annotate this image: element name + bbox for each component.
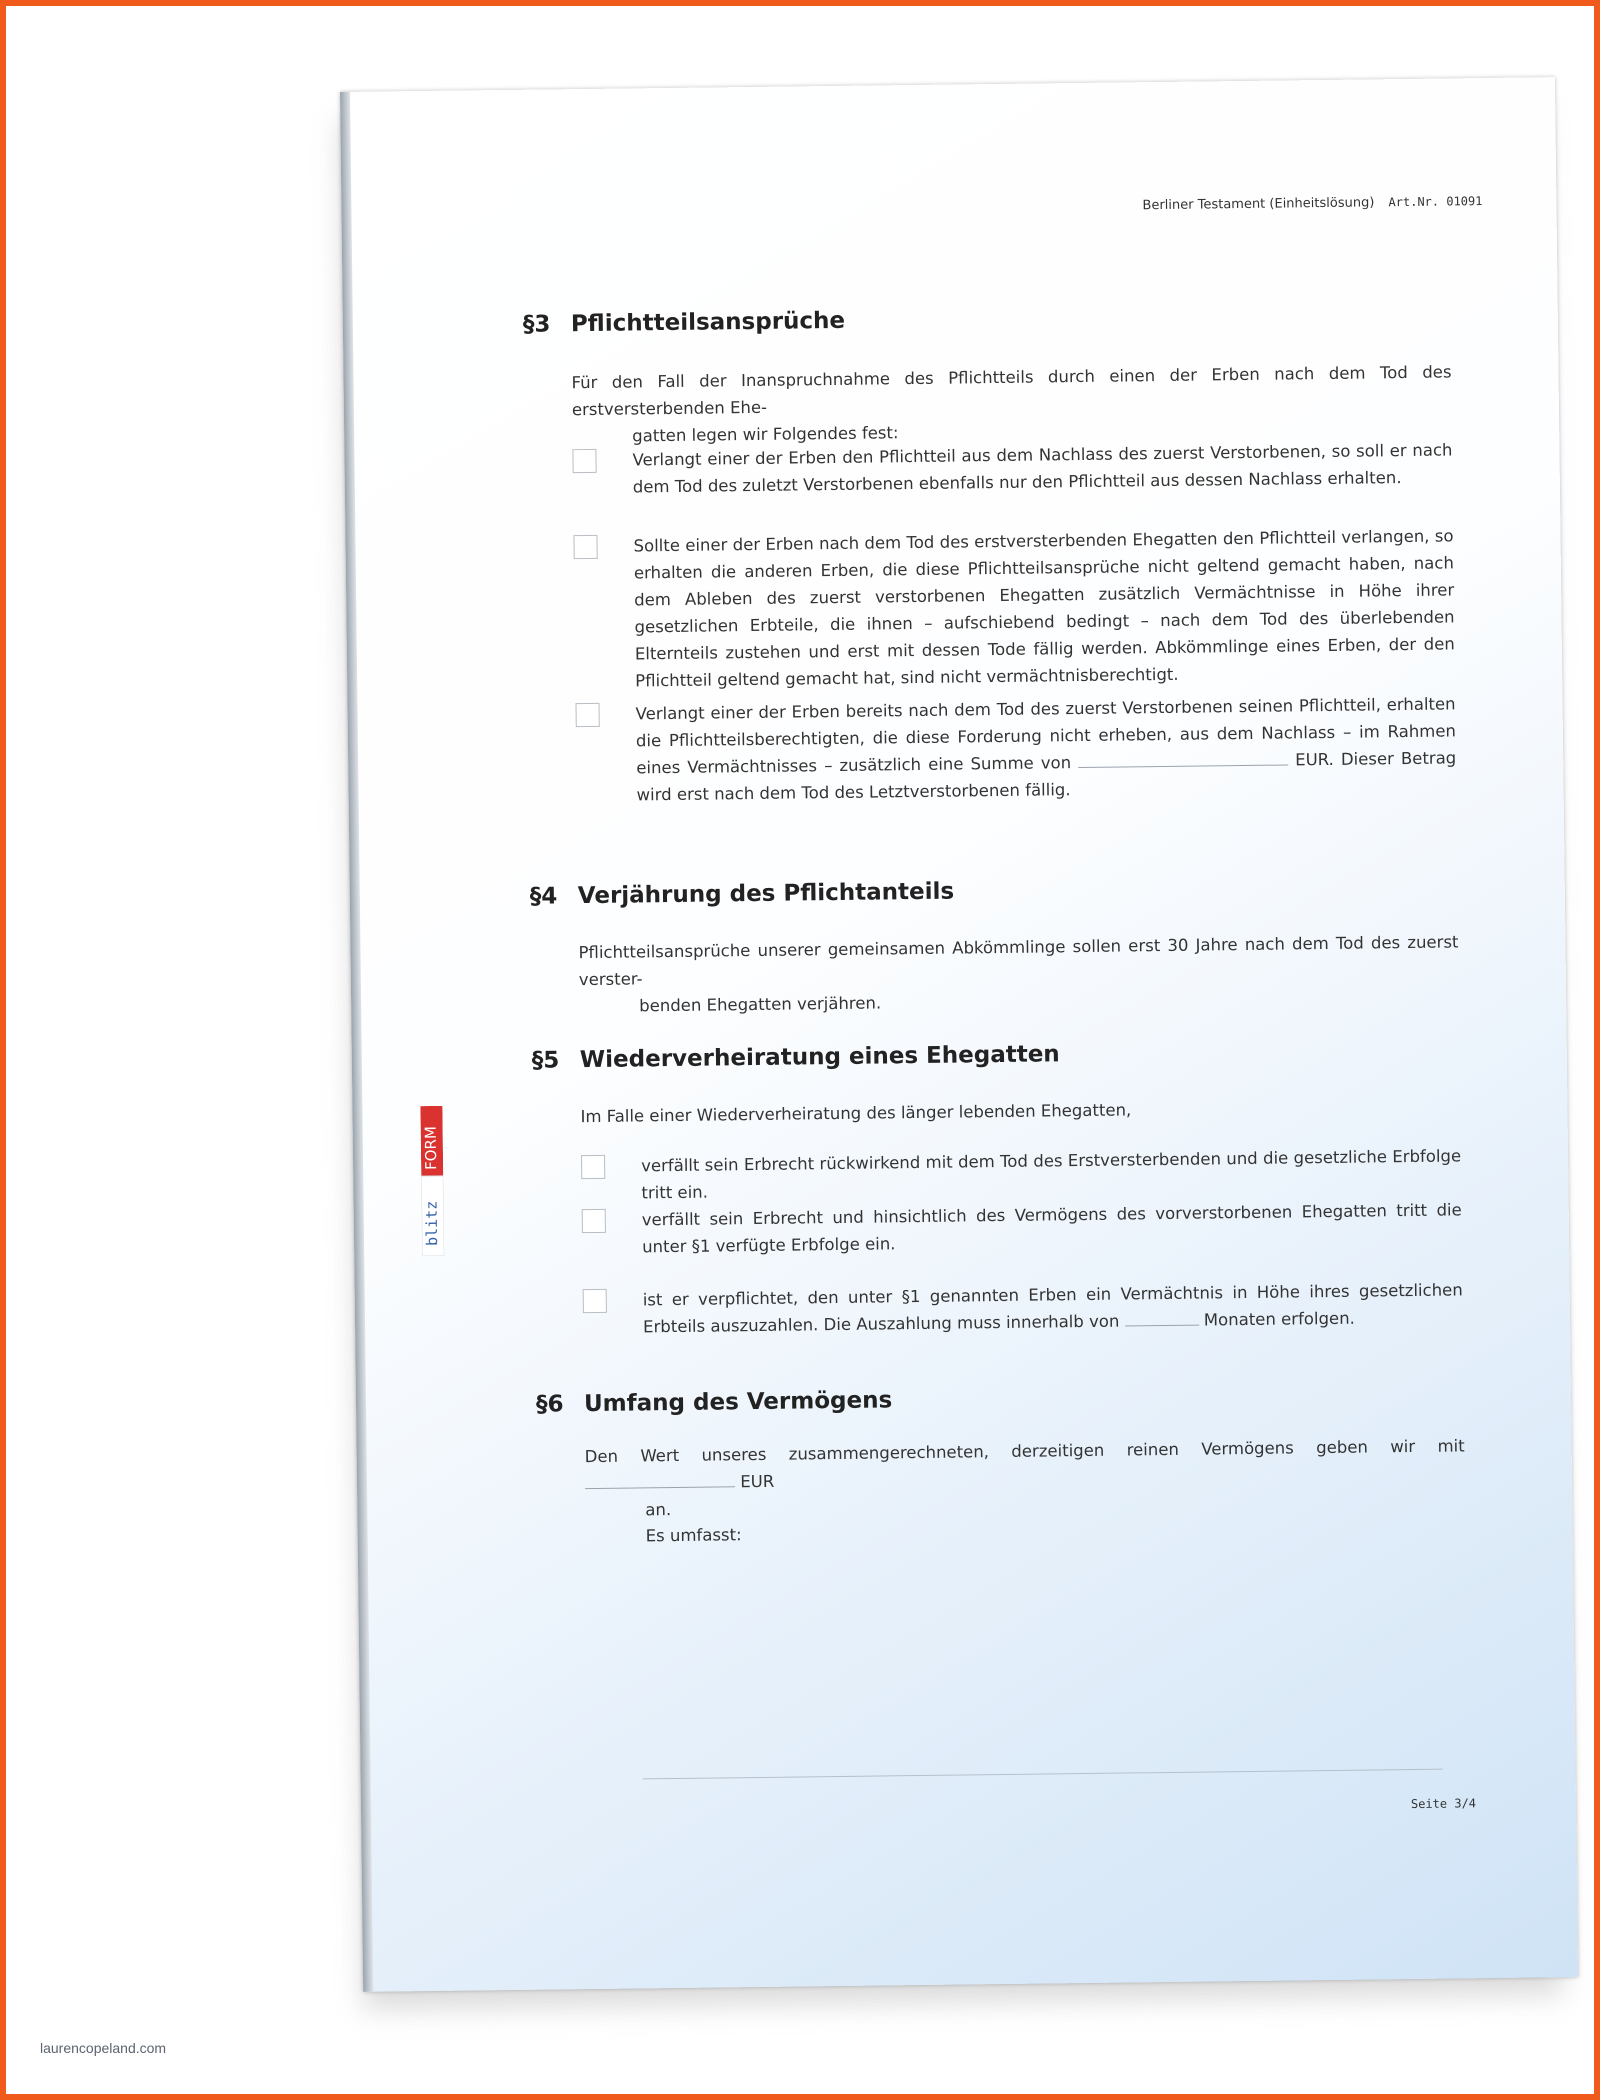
logo-form-text: FORM (421, 1126, 441, 1171)
section-4-text (578, 928, 1459, 1020)
section-5-title: Wiederverheiratung eines Ehegatten (579, 1041, 1060, 1074)
amount-blank-field[interactable] (1078, 748, 1288, 768)
section-3-intro-line1: Für den Fall der Inanspruchnahme des Pflichtteils durch einen der Erben nach dem Tod des erstversterbenden Ehe- (571, 362, 1452, 420)
contents-label: Es umfasst: (645, 1525, 742, 1546)
page-number: Seite 3/4 (1410, 1796, 1477, 1812)
section-6-text (585, 1432, 1466, 1524)
source-watermark: laurencopeland.com (40, 2040, 167, 2056)
section-4-number: §4 (529, 883, 558, 910)
logo-blitz-text: blitz (422, 1200, 442, 1247)
section-3-intro-line2: gatten legen wir Folgendes fest: (632, 423, 899, 446)
section-5-number: §5 (531, 1047, 560, 1074)
section-4-line2: benden Ehegatten verjähren. (639, 993, 882, 1016)
value-blank-field[interactable] (585, 1470, 735, 1489)
section-4-heading (530, 879, 955, 910)
months-blank-field[interactable] (1124, 1309, 1198, 1327)
option-checkbox[interactable] (583, 1289, 607, 1313)
document-title: Berliner Testament (Einheitslösung) (1142, 195, 1375, 214)
section-5-option-2 (582, 1196, 1463, 1261)
section-5-heading (532, 1041, 1060, 1073)
option-checkbox[interactable] (581, 1155, 605, 1179)
formblitz-logo (420, 1106, 444, 1256)
option-text-part2: EUR. Dieser Betrag wird erst nach dem Tod des Letztverstorbenen fällig. (636, 748, 1457, 805)
section-6-line2: an. (645, 1500, 672, 1520)
section-3-number: §3 (522, 311, 551, 338)
section-6-text-part1: Den Wert unseres zusammengerechneten, derzeitigen reinen Vermögens geben wir mit (584, 1436, 1465, 1467)
option-text (635, 690, 1456, 808)
section-3-option-1 (572, 436, 1453, 501)
document-page (340, 77, 1578, 1992)
option-checkbox[interactable] (575, 703, 599, 727)
section-5-intro: Im Falle einer Wiederverheiratung des länger lebenden Ehegatten, (580, 1100, 1132, 1127)
option-text-part2: Monaten erfolgen. (1203, 1308, 1355, 1330)
document-header (1142, 194, 1482, 213)
section-5-option-3 (583, 1276, 1464, 1341)
option-text (643, 1276, 1464, 1340)
section-3-heading (523, 308, 846, 338)
section-6-title: Umfang des Vermögens (583, 1387, 893, 1418)
option-text: Sollte einer der Erben nach dem Tod des erstversterbenden Ehegatten den Pflichtteil verlangen, so erhalten die anderen Erben, die diese Pflichtteilsansprüche nicht geltend gemacht haben, nach dem Ableben des zuerst verstorbenen Ehegatten zusätzlich Vermächtnisse in Höhe ihrer gesetzlichen Erbteile, die ihnen – aufschiebend bedingt – nach dem Tod des überlebenden Elternteils zustehen und erst mit dessen Tode fällig werden. Abkömmlinge eines Erben, der den Pflichtteil geltend gemacht hat, sind nicht vermächtnisberechtigt. (633, 526, 1455, 691)
option-checkbox[interactable] (572, 449, 596, 473)
section-4-line1: Pflichtteilsansprüche unserer gemeinsamen Abkömmlinge sollen erst 30 Jahre nach dem Tod des zuerst verster- (578, 932, 1459, 990)
section-3-option-3 (575, 690, 1456, 809)
option-text: verfällt sein Erbrecht und hinsichtlich des Vermögens des vorverstorbenen Ehegatten tritt die unter §1 verfügte Erbfolge ein. (641, 1200, 1462, 1257)
section-3-option-2 (573, 522, 1455, 695)
section-6-number: §6 (535, 1391, 564, 1418)
section-3-intro (571, 358, 1452, 450)
option-text-part1: Verlangt einer der Erben bereits nach dem Tod des zuerst Verstorbenen seinen Pflichtteil, erhalten die Pflichtteilsberechtigten, die diese Forderung nicht erheben, aus dem Nachlass – im Rahmen eines Vermächtnisses – zusätzlich eine Summe von (635, 694, 1457, 778)
article-number: Art.Nr. 01091 (1388, 194, 1483, 210)
option-checkbox[interactable] (582, 1209, 606, 1233)
option-text-part1: ist er verpflichtet, den unter §1 genannten Erben ein Vermächtnis in Höhe ihres gesetzlichen Erbteils auszuzahlen. Die Auszahlung muss innerhalb von (642, 1280, 1463, 1337)
section-4-title: Verjährung des Pflichtanteils (577, 878, 955, 910)
option-text: verfällt sein Erbrecht rückwirkend mit dem Tod des Erstversterbenden und die gesetzliche Erbfolge tritt ein. (641, 1146, 1462, 1203)
footer-rule (643, 1769, 1443, 1780)
option-checkbox[interactable] (573, 535, 597, 559)
currency-label: EUR (740, 1471, 775, 1492)
page-edge (340, 92, 373, 1992)
section-6-heading (536, 1387, 892, 1417)
option-text: Verlangt einer der Erben den Pflichtteil aus dem Nachlass des zuerst Verstorbenen, so soll er nach dem Tod des zuletzt Verstorbenen ebenfalls nur den Pflichtteil aus dessen Nachlass erhalten. (632, 440, 1453, 497)
section-3-title: Pflichtteilsansprüche (570, 307, 846, 338)
